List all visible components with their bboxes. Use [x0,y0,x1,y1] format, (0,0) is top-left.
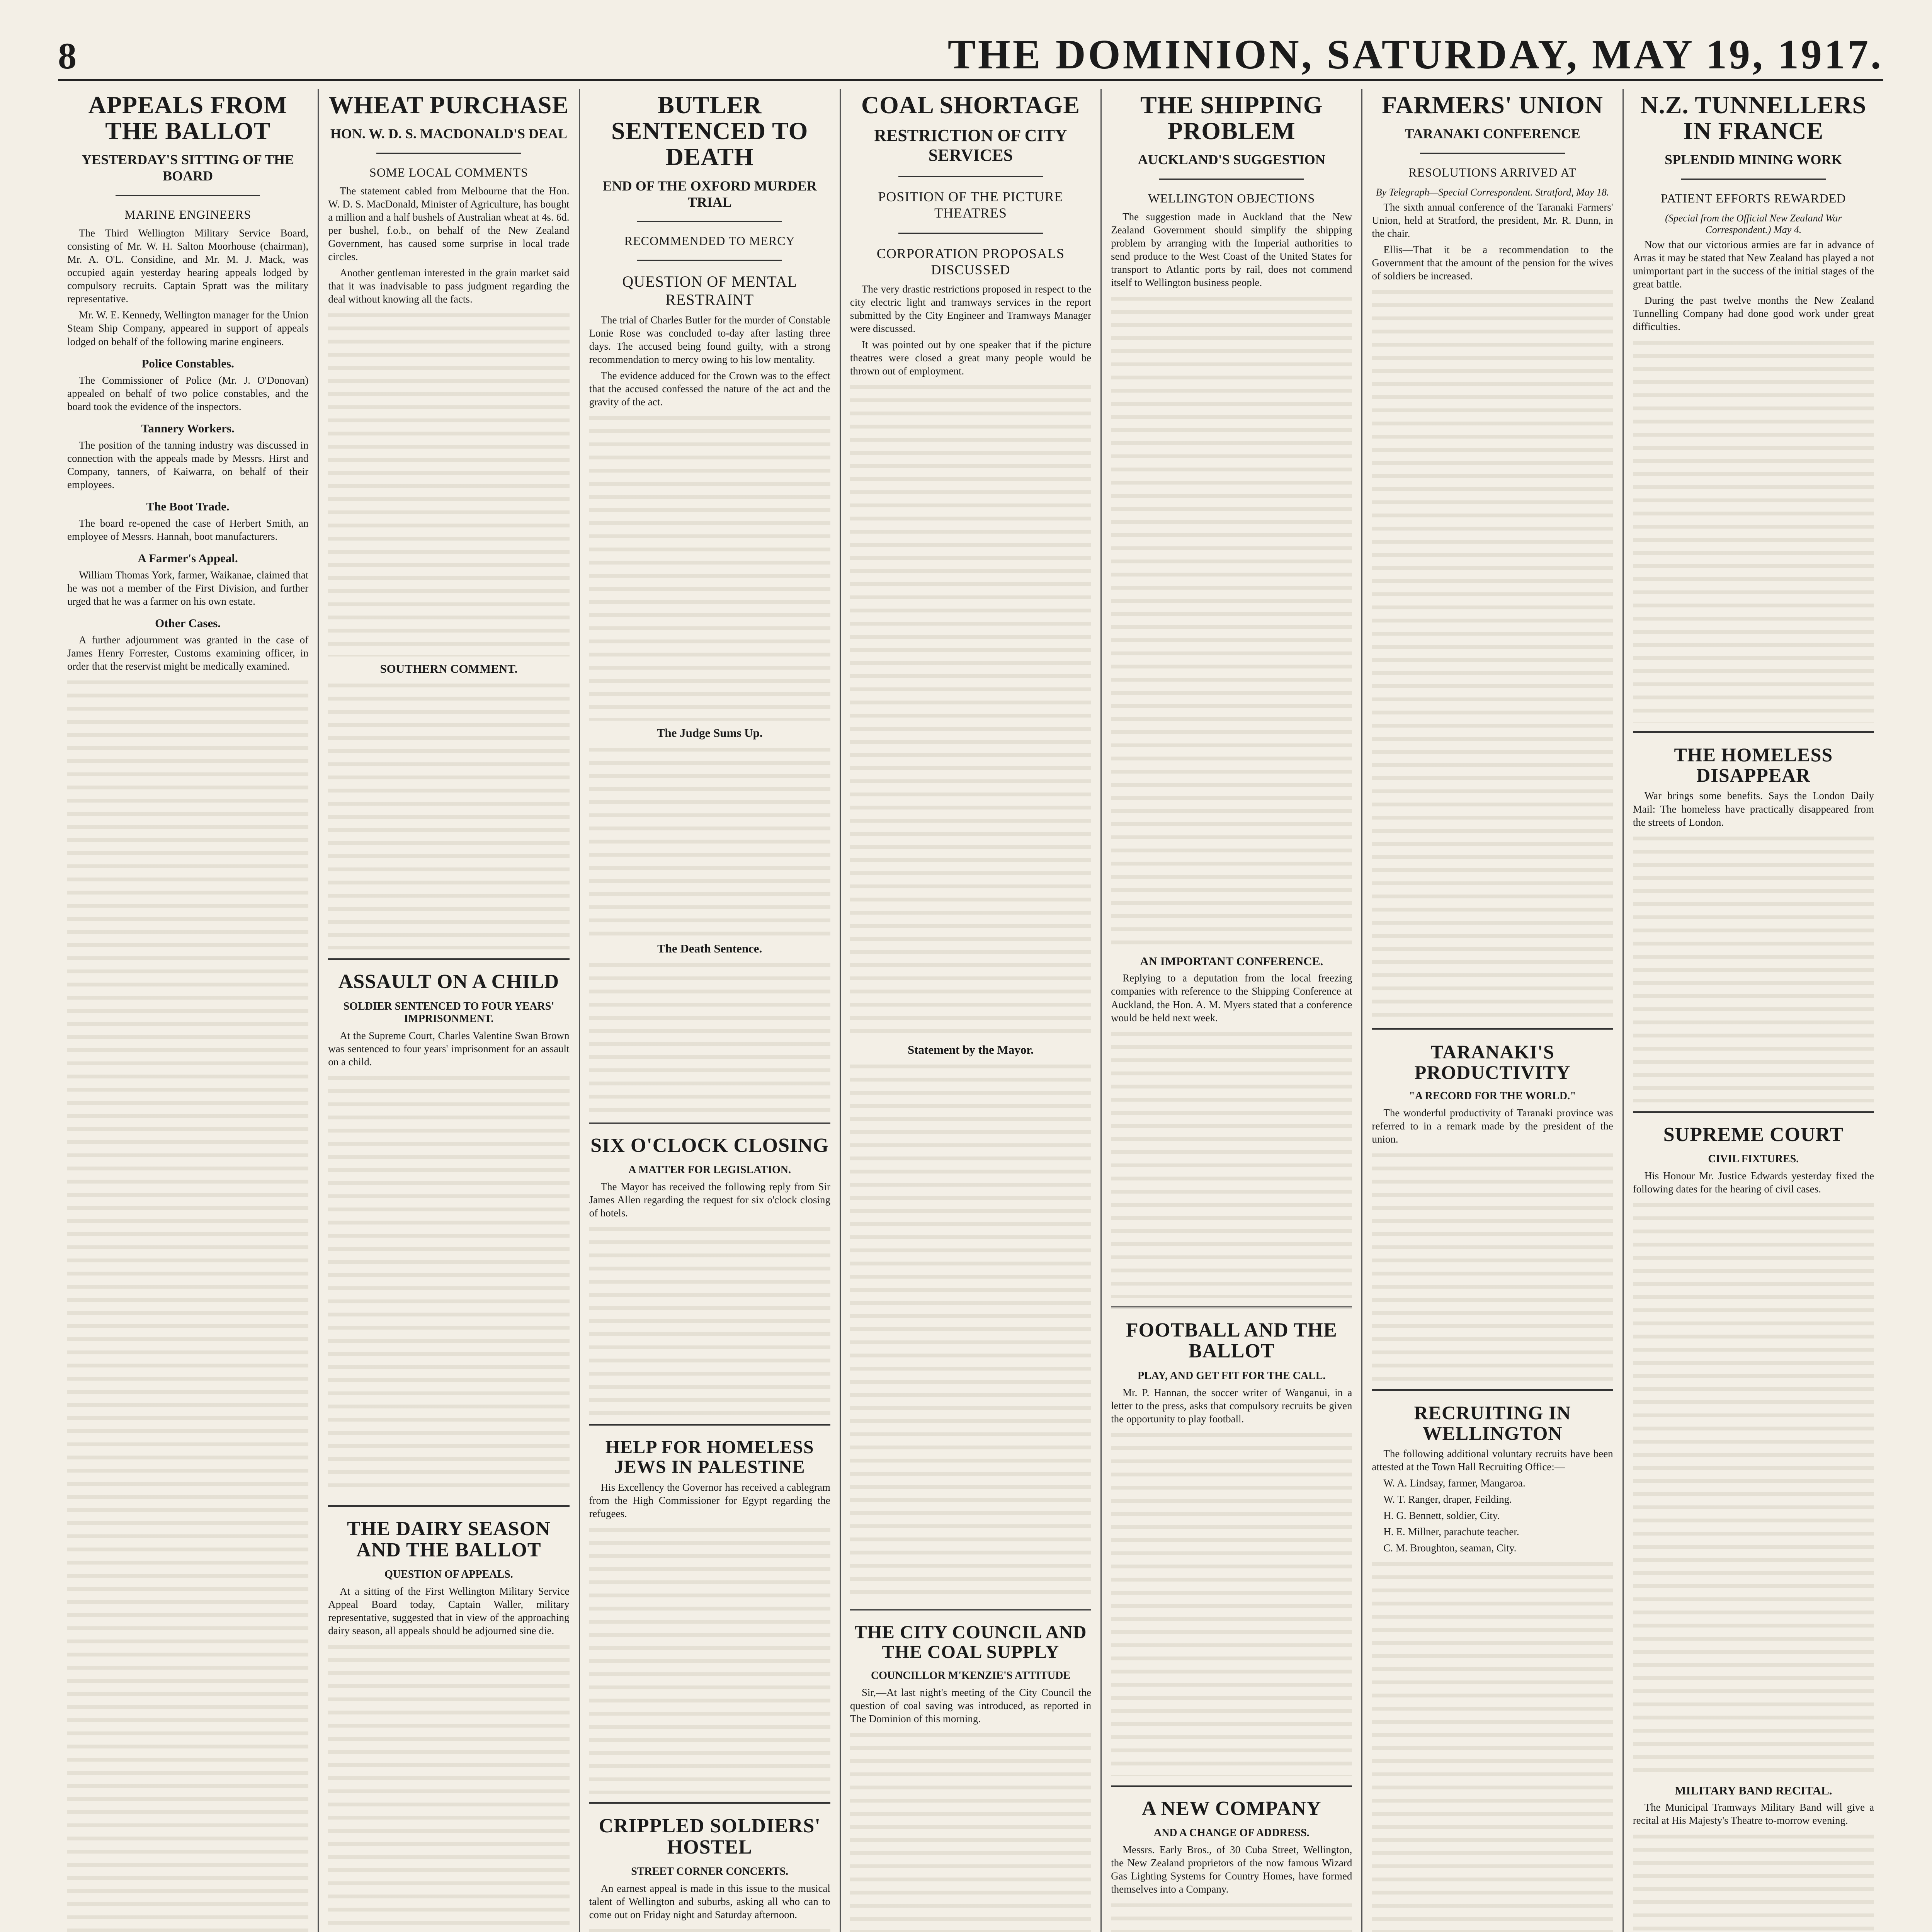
headline-dairy: THE DAIRY SEASON AND THE BALLOT [347,1517,551,1561]
section-patient-efforts: PATIENT EFFORTS REWARDED [1661,191,1846,206]
column-2 [319,89,580,1932]
subsection-title: MILITARY BAND RECITAL. [1675,1784,1832,1798]
column-4 [841,89,1102,1932]
recruit-item: H. G. Bennett, soldier, City. [1383,1510,1500,1522]
headline-shipping: THE SHIPPING PROBLEM [1140,91,1323,145]
body-text-block [1111,292,1352,949]
body-text-block [1111,1429,1352,1776]
body-text-block [589,743,830,936]
paragraph: The suggestion made in Auckland that the New Zealand Government should simplify the shipping problem by arranging with the Imperial authorities to send produce to the West Coast of the United States for transport to Atlantic ports by rail, does not commend itself to Wellington business people. [1111,211,1352,289]
subhead-tunnellers: SPLENDID MINING WORK [1665,152,1842,168]
column-3 [580,89,841,1932]
subsection-title: The Boot Trade. [146,499,230,513]
body-text-block [1633,336,1874,723]
page-number: 8 [58,35,77,77]
paragraph: Now that our victorious armies are far in advance of Arras it may be stated that New Zealand has played a not unimportant part in the success of the initial stages of the great battle. [1633,239,1874,290]
subhead-supreme-court: CIVIL FIXTURES. [1708,1153,1799,1165]
subsection-title: Other Cases. [155,616,221,630]
headline-tunnellers: N.Z. TUNNELLERS IN FRANCE [1640,91,1867,145]
subhead-wheat: HON. W. D. S. MACDONALD'S DEAL [330,126,567,142]
subsection-title: Tannery Workers. [141,421,235,435]
subhead-city-council: COUNCILLOR M'KENZIE'S ATTITUDE [871,1670,1070,1682]
subsection-title: The Judge Sums Up. [656,726,763,740]
body-text-block [328,1071,569,1497]
headline-jews: HELP FOR HOMELESS JEWS IN PALESTINE [605,1437,814,1477]
paragraph: The Third Wellington Military Service Board, consisting of Mr. W. H. Salton Moorhouse (chairman), Mr. A. O'L. Considine, and Mr. M. J. Mack, was occupied again yesterday hearing appeals lodged by compulsory recruits. Captain Spratt was the military representative. [67,227,309,305]
paragraph: Replying to a deputation from the local freezing companies with reference to the Shipping Conference at Auckland, the Hon. A. M. Myers stated that a conference would be held next week. [1111,972,1352,1024]
paragraph: The Commissioner of Police (Mr. J. O'Donovan) appealed on behalf of two police constables, and the board took the evidence of the inspectors. [67,374,309,412]
body-text-block [1111,1027,1352,1298]
paragraph: Another gentleman interested in the grain market said that it was inadvisable to pass judgment regarding the deal without knowing all the facts. [328,267,570,305]
subsection-title: AN IMPORTANT CONFERENCE. [1140,954,1323,968]
body-text-block [328,1640,569,1932]
body-text-block [1633,1199,1874,1778]
paragraph: War brings some benefits. Says the London Daily Mail: The homeless have practically disappeared from the streets of London. [1633,790,1874,828]
paragraph: The board re-opened the case of Herbert Smith, an employee of Messrs. Hannah, boot manufacturers. [67,517,309,542]
paragraph: An earnest appeal is made in this issue to the musical talent of Wellington and suburbs, asking all who can to come out on Friday night and Saturday afternoon. [589,1883,830,1921]
recruit-item: C. M. Broughton, seaman, City. [1383,1542,1517,1554]
headline-farmers: FARMERS' UNION [1382,91,1603,119]
paragraph: During the past twelve months the New Zealand Tunnelling Company had done good work under great difficulties. [1633,294,1874,333]
paragraph: The Mayor has received the following reply from Sir James Allen regarding the request for six o'clock closing of hotels. [589,1181,830,1219]
columns [58,89,1883,1932]
section-marine: MARINE ENGINEERS [124,207,252,222]
headline-six-oclock: SIX O'CLOCK CLOSING [590,1134,829,1156]
headline-homeless: THE HOMELESS DISAPPEAR [1674,744,1833,786]
body-text-block [589,1223,830,1416]
body-text-block [1633,832,1874,1102]
column-5 [1102,89,1362,1932]
headline-recruiting: RECRUITING IN WELLINGTON [1414,1402,1571,1444]
body-text-block [1372,1558,1613,1932]
recruit-item: W. T. Ranger, draper, Feilding. [1383,1493,1512,1505]
subhead-butler: END OF THE OXFORD MURDER TRIAL [602,178,817,210]
headline-assault: ASSAULT ON A CHILD [338,971,560,993]
body-text-block [1372,1149,1613,1381]
body-text-block [589,1523,830,1794]
section-corporation: CORPORATION PROPOSALS DISCUSSED [876,246,1065,278]
byline: By Telegraph—Special Correspondent. Stratford, May 18. [1376,187,1609,198]
body-text-block [850,1728,1091,1932]
recruit-item: W. A. Lindsay, farmer, Mangaroa. [1383,1477,1526,1489]
paragraph: Mr. P. Hannan, the soccer writer of Wanganui, in a letter to the press, asks that compulsory recruits be given the opportunity to play football. [1111,1386,1352,1425]
paragraph: The statement cabled from Melbourne that the Hon. W. D. S. MacDonald, Minister of Agriculture, has bought a million and a half bushels of Australian wheat at 4s. 6d. per bushel, f.o.b., on behalf of the New Zealand Government, has caused some surprise in local trade circles. [328,185,570,263]
body-text-block [850,381,1091,1037]
headline-company: A NEW COMPANY [1141,1797,1321,1820]
headline-appeals: APPEALS FROM THE BALLOT [88,91,287,145]
body-text-block [328,309,569,656]
paragraph: The position of the tanning industry was discussed in connection with the appeals made by Messrs. Hirst and Company, tanners, of Kaiwarra, on behalf of their employees. [67,439,309,490]
paragraph: His Excellency the Governor has received a cablegram from the High Commissioner for Egypt regarding the refugees. [589,1481,830,1520]
paragraph: Messrs. Early Bros., of 30 Cuba Street, Wellington, the New Zealand proprietors of the now famous Wizard Gas Lighting Systems for Country Homes, have formed themselves into a Company. [1111,1844,1352,1895]
section-picture-theatres: POSITION OF THE PICTURE THEATRES [878,189,1063,221]
paragraph: Ellis—That it be a recommendation to the Government that the amount of the pension for the wives of soldiers be increased. [1372,244,1613,282]
body-text-block [1633,1830,1874,1932]
section-wellington-objections: WELLINGTON OBJECTIONS [1148,191,1315,206]
subhead-assault: SOLDIER SENTENCED TO FOUR YEARS' IMPRISONMENT. [343,1000,554,1025]
subsection-title: Police Constables. [141,356,234,370]
paragraph: The sixth annual conference of the Taranaki Farmers' Union, held at Stratford, the president, Mr. R. Dunn, in the chair. [1372,201,1613,240]
paragraph: Mr. W. E. Kennedy, Wellington manager for the Union Steam Ship Company, appeared in support of appeals lodged on behalf of the following marine engineers. [67,309,309,347]
body-text-block [1372,286,1613,1020]
paragraph: The evidence adduced for the Crown was to the effect that the accused confessed the nature of the act and the gravity of the act. [589,369,830,408]
paragraph: William Thomas York, farmer, Waikanae, claimed that he was not a member of the First Division, and further urged that he was a farmer on his own estate. [67,569,309,607]
paragraph: It was pointed out by one speaker that if the picture theatres were closed a great many people would be thrown out of employment. [850,339,1092,377]
paragraph: The trial of Charles Butler for the murder of Constable Lonie Rose was concluded to-day after lasting three days. The accused being found guilty, with a strong recommendation to mercy owing to his low mentality. [589,314,830,365]
masthead [58,31,1883,81]
subhead-appeals: YESTERDAY'S SITTING OF THE BOARD [82,152,294,184]
paragraph: The wonderful productivity of Taranaki province was referred to in a remark made by the president of the union. [1372,1107,1613,1145]
subsection-title: SOUTHERN COMMENT. [380,662,518,676]
subhead-coal: RESTRICTION OF CITY SERVICES [874,126,1067,165]
body-text-block [589,1924,830,1932]
body-text-block [850,1060,1091,1601]
subsection-title: A Farmer's Appeal. [138,551,238,565]
byline: (Special from the Official New Zealand War Correspondent.) May 4. [1665,213,1842,236]
column-1 [58,89,319,1932]
subhead-farmers: TARANAKI CONFERENCE [1405,126,1580,142]
body-text-block [328,679,569,949]
section-resolutions: RESOLUTIONS ARRIVED AT [1408,165,1577,180]
headline-productivity: TARANAKI'S PRODUCTIVITY [1414,1041,1571,1083]
headline-football: FOOTBALL AND THE BALLOT [1126,1319,1337,1362]
subsection-title: Statement by the Mayor. [907,1043,1034,1057]
subsection-title: The Death Sentence. [657,941,762,955]
subhead-football: PLAY, AND GET FIT FOR THE CALL. [1138,1369,1326,1382]
body-text-block [589,959,830,1113]
headline-city-council: THE CITY COUNCIL AND THE COAL SUPPLY [854,1622,1087,1662]
column-7 [1624,89,1883,1932]
paragraph: The following additional voluntary recruits have been attested at the Town Hall Recruiting Office:— [1372,1448,1613,1473]
body-text-block [1111,1899,1352,1932]
paragraph: At the Supreme Court, Charles Valentine Swan Brown was sentenced to four years' imprisonment for an assault on a child. [328,1029,570,1068]
paragraph: The very drastic restrictions proposed in respect to the city electric light and tramways services in the report submitted by the City Engineer and Tramways Manager were discussed. [850,283,1092,335]
masthead-title: THE DOMINION, SATURDAY, MAY 19, 1917. [947,32,1883,78]
section-mercy: RECOMMENDED TO MERCY [624,233,795,248]
paragraph: At a sitting of the First Wellington Military Service Appeal Board today, Captain Waller, military representative, suggested that in view of the approaching dairy season, all appeals should be adjourned sine die. [328,1585,570,1637]
section-mental-restraint: QUESTION OF MENTAL RESTRAINT [622,272,797,308]
subhead-six-oclock: A MATTER FOR LEGISLATION. [628,1164,791,1176]
body-text-block [67,676,308,1932]
headline-wheat: WHEAT PURCHASE [328,91,569,119]
headline-hostel: CRIPPLED SOLDIERS' HOSTEL [599,1815,821,1858]
paragraph: His Honour Mr. Justice Edwards yesterday fixed the following dates for the hearing of civil cases. [1633,1170,1874,1195]
subhead-shipping: AUCKLAND'S SUGGESTION [1138,152,1325,168]
body-text-block [589,412,830,721]
paragraph: Sir,—At last night's meeting of the City Council the question of coal saving was introduced, as reported in The Dominion of this morning. [850,1687,1092,1725]
recruit-item: H. E. Millner, parachute teacher. [1383,1526,1519,1538]
section-local-comments: SOME LOCAL COMMENTS [369,165,528,180]
headline-supreme-court: SUPREME COURT [1663,1123,1844,1146]
headline-coal: COAL SHORTAGE [861,91,1080,119]
subhead-productivity: "A RECORD FOR THE WORLD." [1409,1090,1576,1102]
subhead-dairy: QUESTION OF APPEALS. [384,1568,513,1581]
paragraph: A further adjournment was granted in the case of James Henry Forrester, Customs examining officer, in order that the reservist might be medically examined. [67,634,309,672]
paragraph: The Municipal Tramways Military Band will give a recital at His Majesty's Theatre to-morrow evening. [1633,1801,1874,1827]
headline-butler: BUTLER SENTENCED TO DEATH [611,91,808,171]
subhead-hostel: STREET CORNER CONCERTS. [631,1866,789,1878]
subhead-company: AND A CHANGE OF ADDRESS. [1153,1827,1310,1839]
column-6 [1362,89,1623,1932]
